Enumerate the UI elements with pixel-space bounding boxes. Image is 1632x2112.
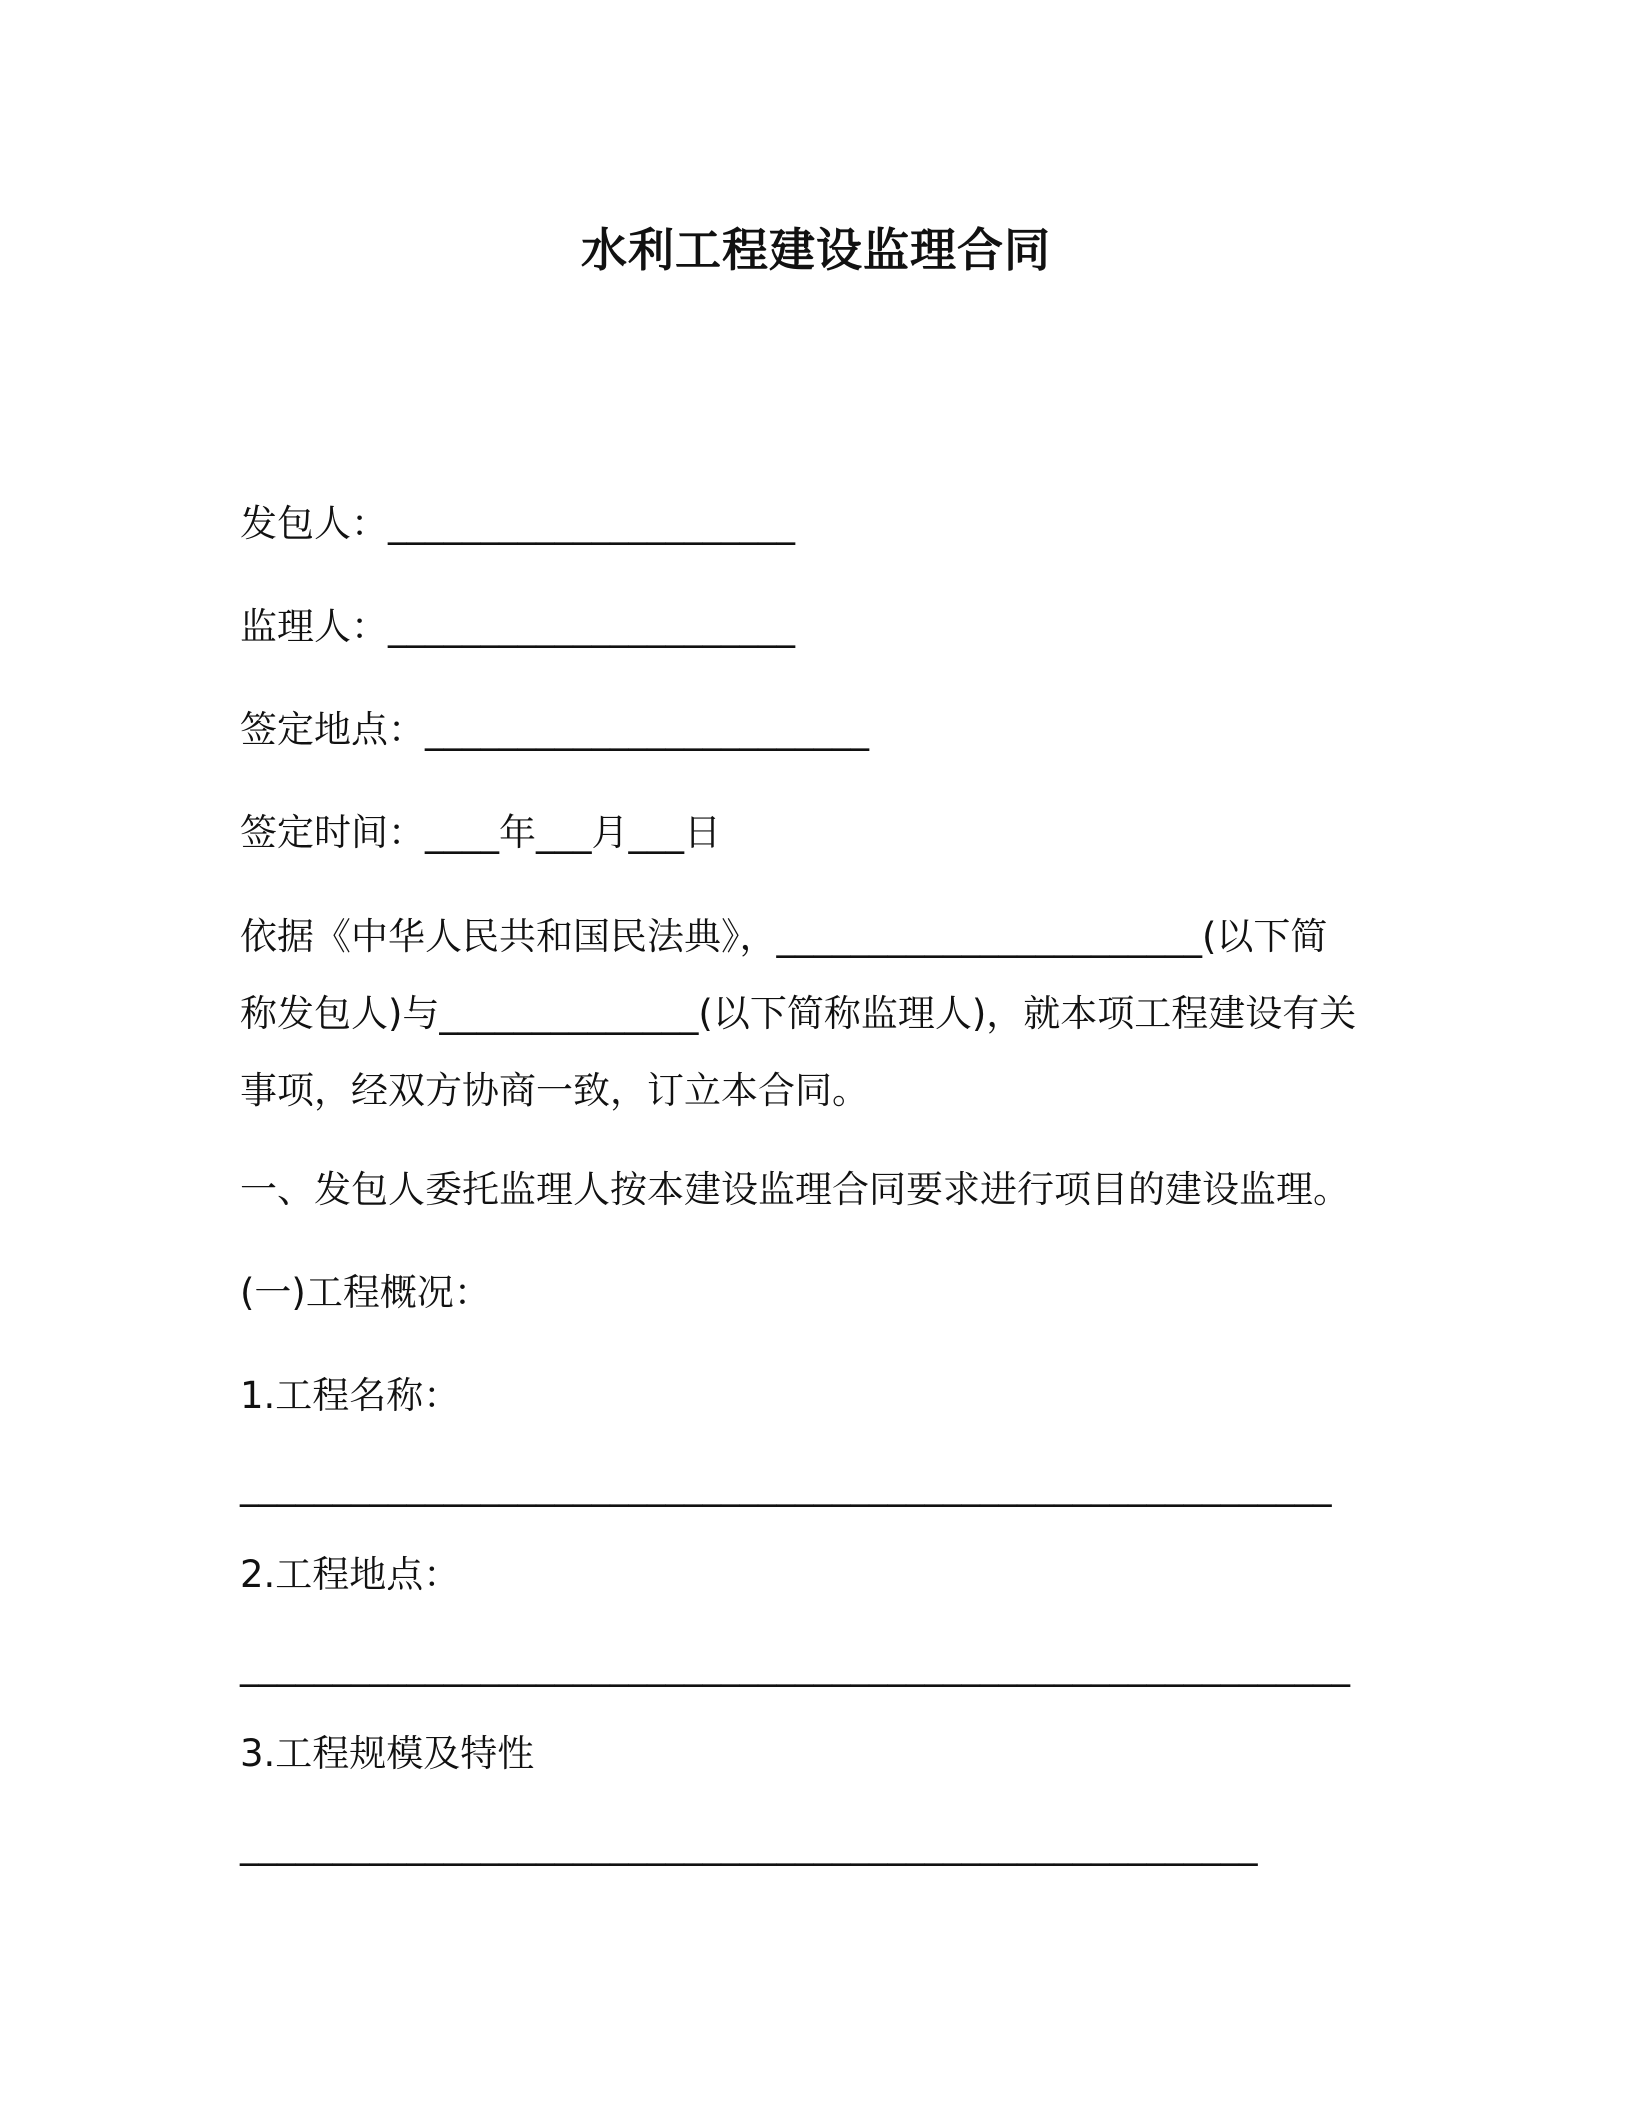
sign-place-field: 签定地点：________________________ bbox=[240, 708, 869, 751]
item-1-blank: ___________________________________________________________ bbox=[240, 1464, 1332, 1507]
intro-line-3: 事项，经双方协商一致，订立本合同。 bbox=[240, 1069, 869, 1112]
intro-line-2: 称发包人)与______________(以下简称监理人)，就本项工程建设有关 bbox=[240, 992, 1357, 1035]
item-3-label: 3.工程规模及特性 bbox=[240, 1732, 535, 1775]
sign-time-field: 签定时间：____年___月___日 bbox=[240, 811, 721, 854]
item-3-blank: _______________________________________________________ bbox=[240, 1823, 1258, 1866]
supervisor-field: 监理人：______________________ bbox=[240, 605, 795, 648]
intro-line-1: 依据《中华人民共和国民法典》，_______________________(以下简 bbox=[240, 915, 1328, 958]
subsection-1-heading: (一)工程概况： bbox=[240, 1271, 491, 1314]
intro-paragraph bbox=[240, 898, 1390, 1129]
item-2-label: 2.工程地点： bbox=[240, 1553, 461, 1596]
item-1-label: 1.工程名称： bbox=[240, 1374, 461, 1417]
section-1-heading: 一、发包人委托监理人按本建设监理合同要求进行项目的建设监理。 bbox=[240, 1168, 1350, 1211]
item-2-blank: ____________________________________________________________ bbox=[240, 1644, 1350, 1687]
employer-field: 发包人：______________________ bbox=[240, 502, 795, 545]
document-title: 水利工程建设监理合同 bbox=[581, 223, 1051, 277]
